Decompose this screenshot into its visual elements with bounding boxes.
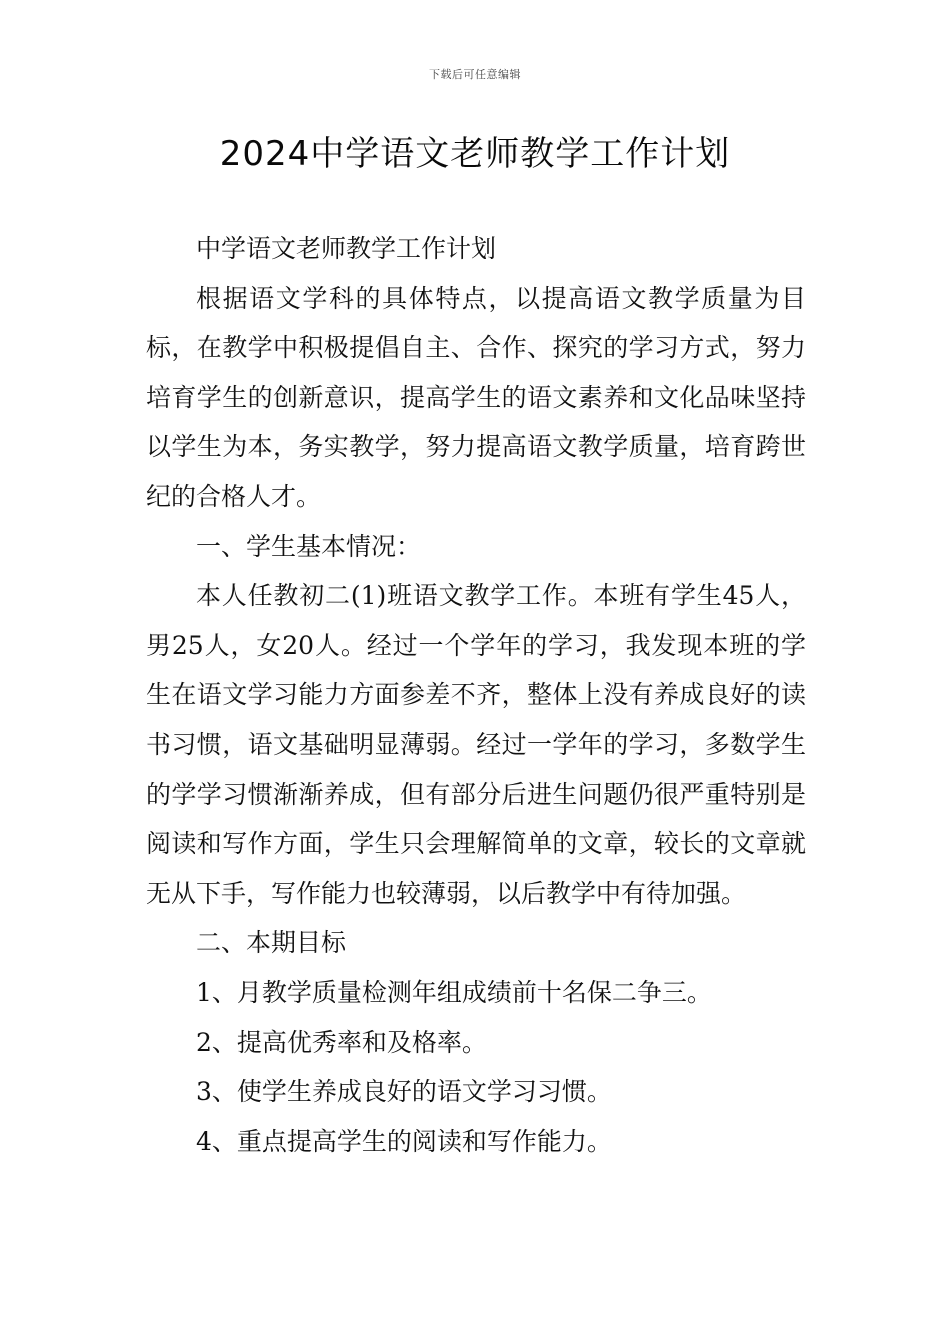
goal-item: 2、提高优秀率和及格率。 <box>196 1027 487 1057</box>
paragraph-student-situation: 本人任教初二(1)班语文教学工作。本班有学生45人，男25人，女20人。经过一个学年的学习，我发现本班的学生在语文学习能力方面参差不齐，整体上没有养成良好的读书习惯，语文基础明显薄弱。经过一学年的学习，多数学生的学学习惯渐渐养成，但有部分后进生问题仍很严重特别是阅读和写作方面，学生只会理解简单的文章，较长的文章就无从下手，写作能力也较薄弱，以后教学中有待加强。 <box>146 581 806 908</box>
document-body <box>146 224 806 1166</box>
goal-item: 1、月教学质量检测年组成绩前十名保二争三。 <box>196 977 712 1007</box>
paragraph-intro: 根据语文学科的具体特点，以提高语文教学质量为目标，在教学中积极提倡自主、合作、探究的学习方式，努力培育学生的创新意识，提高学生的语文素养和文化品味坚持以学生为本，务实教学，努力提高语文教学质量，培育跨世纪的合格人才。 <box>146 283 806 511</box>
section-heading-student-situation: 一、学生基本情况： <box>196 531 422 561</box>
document-title: 2024中学语文老师教学工作计划 <box>219 134 731 174</box>
header-note: 下载后可任意编辑 <box>429 68 521 81</box>
goal-item: 3、使学生养成良好的语文学习习惯。 <box>196 1077 612 1107</box>
goal-item: 4、重点提高学生的阅读和写作能力。 <box>196 1126 612 1156</box>
section-heading-goals: 二、本期目标 <box>196 928 347 958</box>
paragraph-subtitle: 中学语文老师教学工作计划 <box>196 234 497 263</box>
